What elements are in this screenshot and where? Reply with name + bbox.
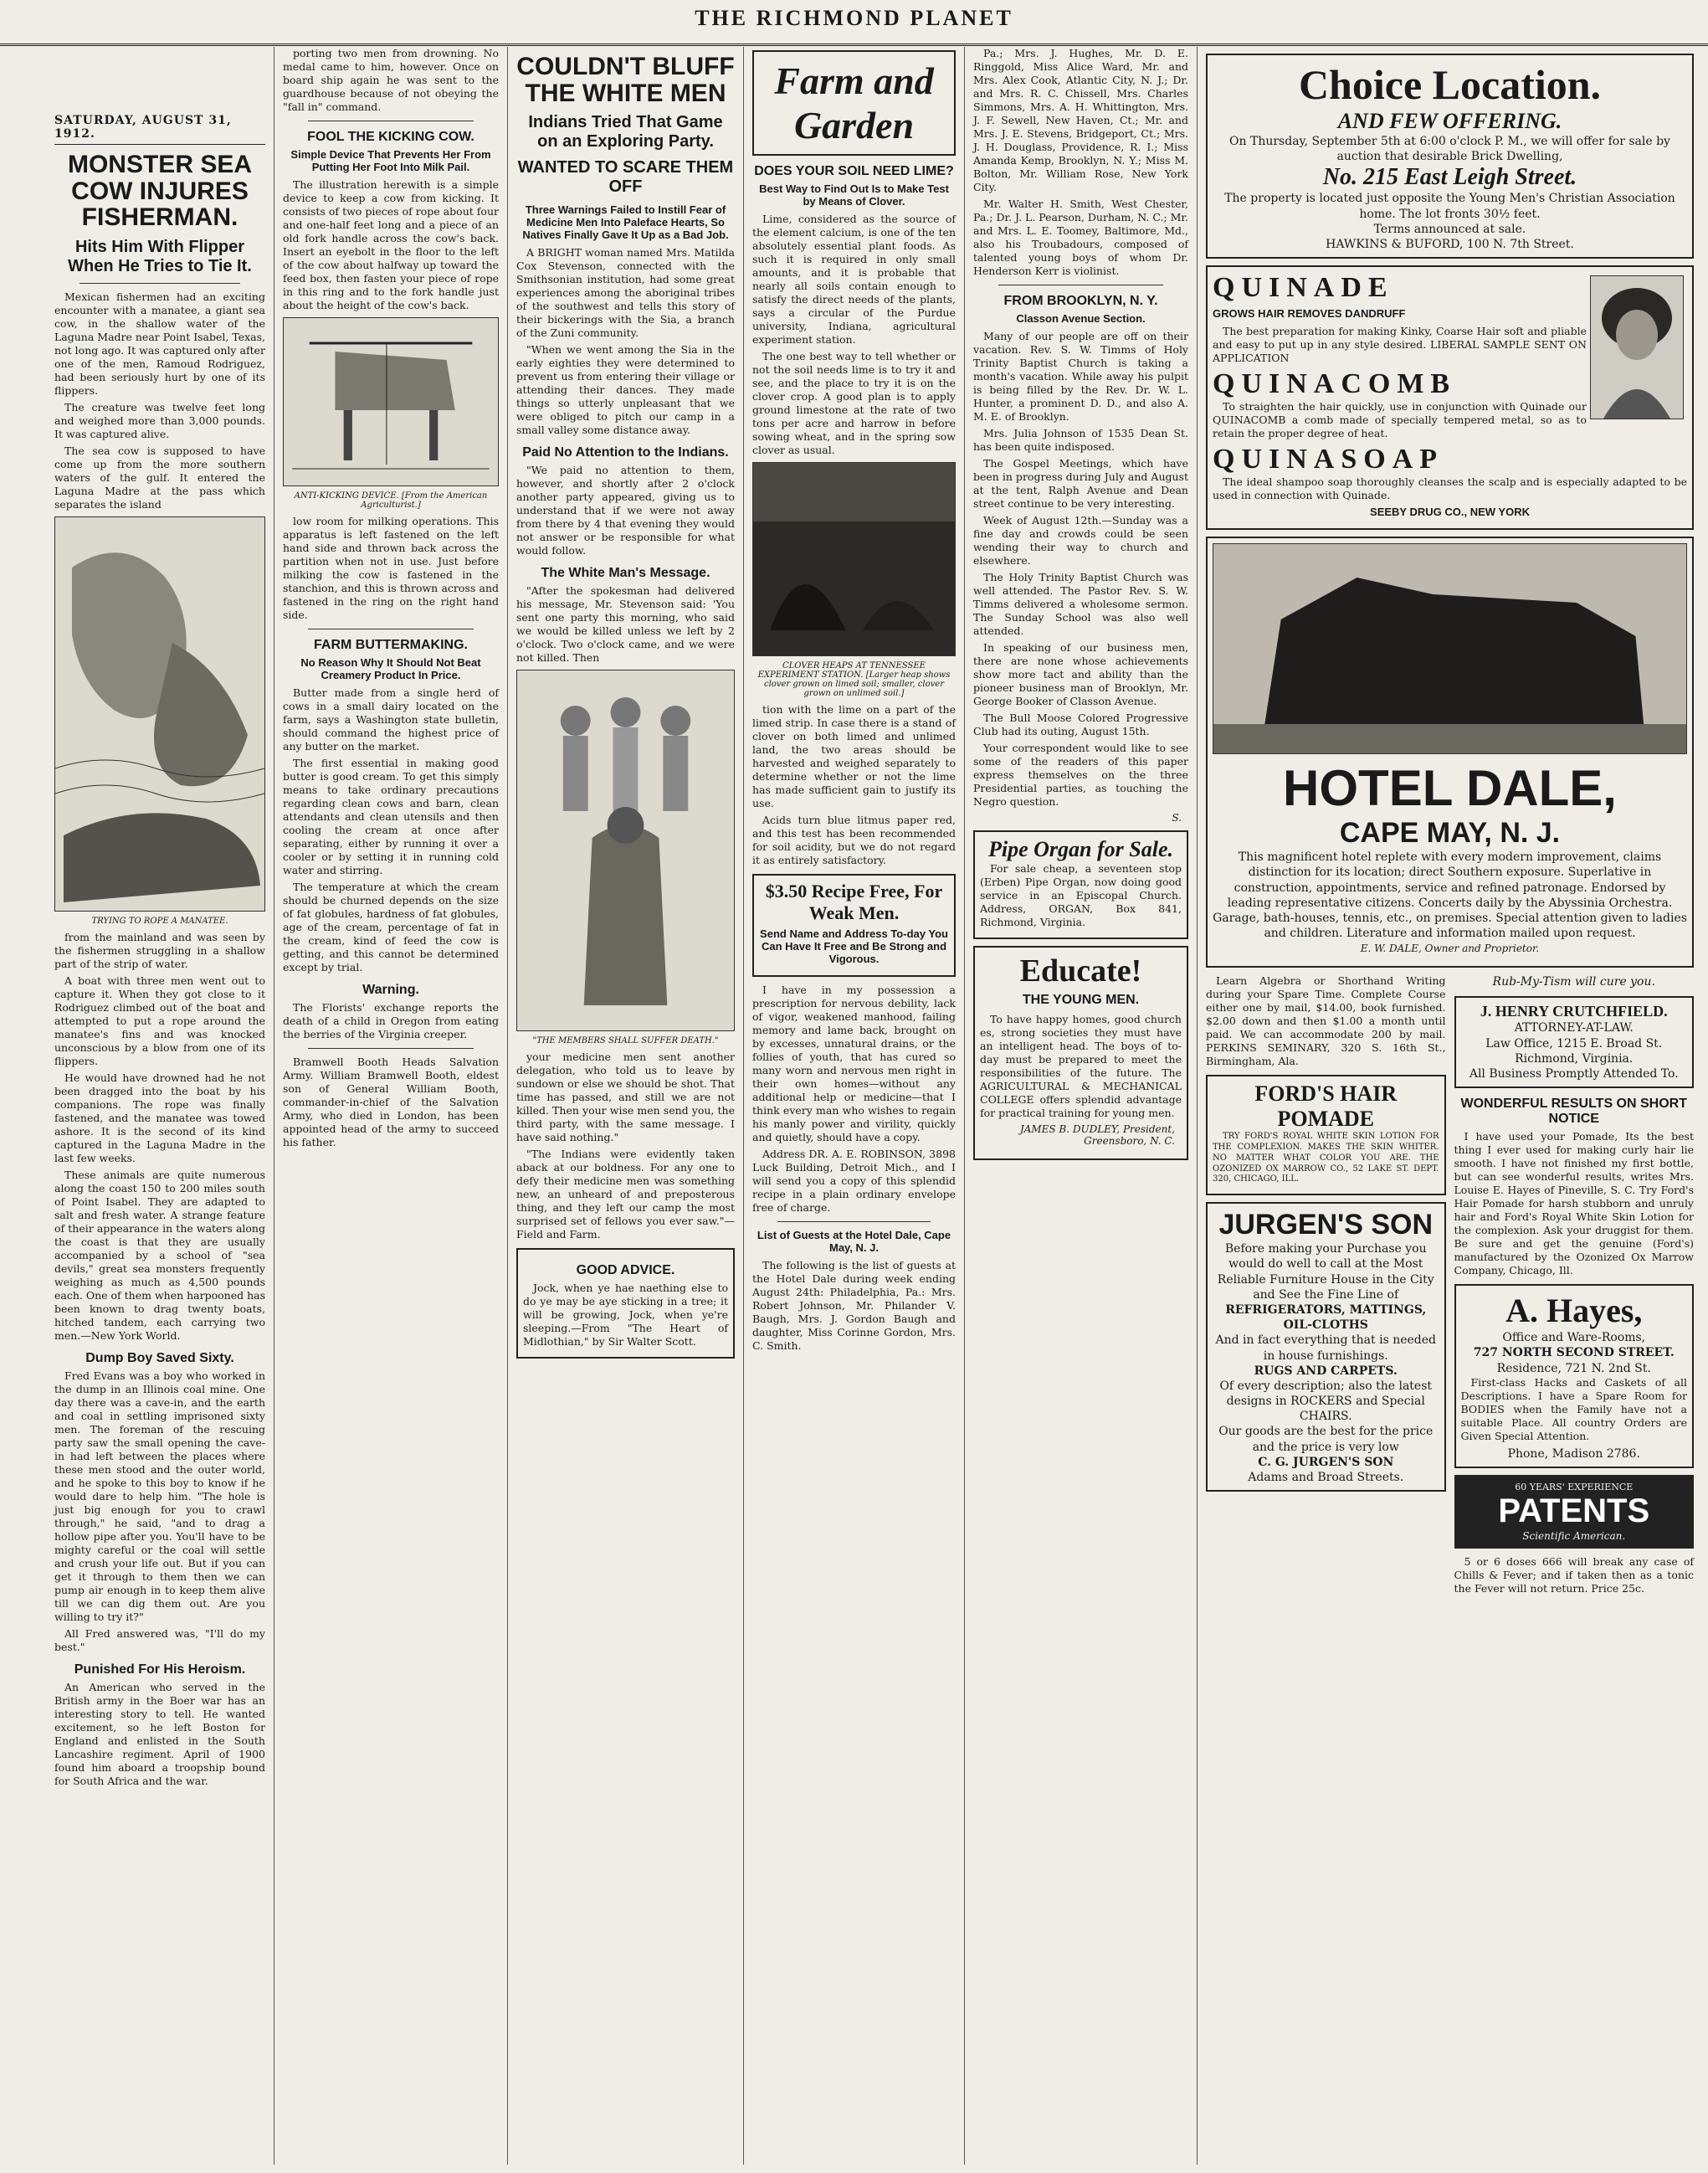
- column-1: [46, 47, 274, 2165]
- algebra-ad: Learn Algebra or Shorthand Writing during your Spare Time. Complete Course either one by mail, $14.00, book furnished. $2.00 down and then $1.00 a month until paid. We can accommodate 200 by mail. PERKINS SEMINARY, 320 S. 16th St., Birmingham, Ala.: [1206, 974, 1446, 1068]
- paragraph: Fred Evans was a boy who worked in the dump in an Illinois coal mine. One day there was a cave-in, and the earth and coal in settling imprisoned sixty men. The foreman of the rescuing party saw the small opening the cave-in had left between the places where these men stood and the outer world, and he spoke to this boy to know if he would dare to help him. "The hole is just big enough for you to crawl through," he said, "and to drag a hollow pipe after you. You'll have to be mighty careful or the coal will settle and crush your life out. But if you can get it through to them then we can pump air enough in to keep them alive till we can dig them out. Are you willing to try it?": [54, 1369, 265, 1623]
- subhead-heroism: Punished For His Heroism.: [74, 1662, 246, 1677]
- paragraph: tion with the lime on a part of the limed strip. In case there is a stand of clover on both limed and unlimed land, the two areas should be harvested and weighed separately to determine whether or not the lime has made sufficient gain to justify its use.: [752, 703, 956, 809]
- jurgens-text: REFRIGERATORS, MATTINGS, OIL-CLOTHS: [1225, 1302, 1427, 1333]
- crutchfield-title: J. HENRY CRUTCHFIELD.: [1480, 1003, 1668, 1020]
- farm-and-garden-banner: Farm and Garden: [752, 50, 956, 156]
- paragraph: The first essential in making good butter is good cream. To get this simply means to take ordinary precautions regarding clean cows and barn, clean attendants and clean utensils and then cooling the cream at once after separating, either by running it over a cooler or by setting it in running cold water and stirring.: [283, 757, 499, 876]
- quinasoap-title: QUINASOAP: [1213, 444, 1444, 475]
- hayes-title: A. Hayes,: [1505, 1292, 1643, 1330]
- good-advice-title: GOOD ADVICE.: [576, 1263, 675, 1277]
- paragraph: I have in my possession a prescription for nervous debility, lack of vigor, weakened manhood, failing memory and lame back, brought on by excesses, unnatural drains, or the follies of youth, that has cured so many worn and nervous men right in their own homes—without any additional help or medicine—that I think every man who wishes to regain his manly power and virility, quickly and quietly, should have a copy.: [752, 984, 956, 1143]
- subhead-dump-boy: Dump Boy Saved Sixty.: [85, 1350, 234, 1365]
- paragraph: Address DR. A. E. ROBINSON, 3898 Luck Building, Detroit Mich., and I will send you a copy of this splendid recipe in a plain ordinary envelope free of charge.: [752, 1148, 956, 1214]
- subhead-warning: Warning.: [362, 983, 419, 997]
- hayes-text: Residence, 721 N. 2nd St.: [1496, 1361, 1651, 1375]
- paragraph: TRY FORD'S ROYAL WHITE SKIN LOTION FOR THE COMPLEXION. MAKES THE SKIN WHITER. NO MATTER WHAT COLOR YOU ARE. THE OZONIZED OX MARROW CO., 52 LAKE ST. DEPT. 320, CHICAGO, ILL.: [1213, 1132, 1439, 1184]
- paragraph: "The Indians were evidently taken aback at our boldness. For any one to defy their medicine men was something new, an unheard of and preposterous thing, and they left our camp the most surprised set of fellows you ever saw."—Field and Farm.: [516, 1148, 735, 1241]
- paragraph: The illustration herewith is a simple device to keep a cow from kicking. It consists of two pieces of rope about four and one-half feet long and a piece of an old fork handle across the cow's back. Insert an eyebolt in the floor to the left of the cow about halfway up toward the feed box, then fasten your piece of rope in this ring and to the fork handle just about the height of the cow's back.: [283, 178, 499, 311]
- jurgens-ad: [1206, 1202, 1446, 1492]
- paragraph: An American who served in the British army in the Boer war has an interesting story to tell. He wanted excitement, so he left Boston for England and enlisted in the South Lancashire regiment. April of 1900 found him aboard a troopship bound for South Africa and the war.: [54, 1680, 265, 1787]
- choice-location-ad: [1206, 54, 1694, 259]
- hayes-text: Office and Ware-Rooms,: [1502, 1331, 1646, 1345]
- column-4: [743, 47, 964, 2165]
- deck-white-men: Indians Tried That Game on an Exploring Party.: [528, 113, 723, 151]
- divider: [777, 1221, 931, 1222]
- divider: [308, 1048, 474, 1049]
- hotel-title: HOTEL DALE,: [1283, 760, 1617, 817]
- illustration-caption: ANTI-KICKING DEVICE. [From the American Agriculturist.]: [294, 491, 488, 510]
- good-advice-box: [516, 1248, 735, 1359]
- ads-row: [1206, 974, 1694, 1599]
- rubmytism-ad: Rub-My-Tism will cure you.: [1492, 975, 1655, 989]
- manatee-drawing-icon: [55, 517, 264, 911]
- clover-heaps-icon: [753, 463, 955, 655]
- hayes-ad: [1454, 1284, 1695, 1468]
- jurgens-text: Before making your Purchase you would do well to call at the Most Reliable Furniture House in the City and See the Fine Line of: [1217, 1242, 1434, 1302]
- jurgens-title: JURGEN'S SON: [1218, 1209, 1434, 1241]
- paragraph: porting two men from drowning. No medal came to him, however. Once on board ship again he was sent to the guardhouse because of not obeying the "fall in" command.: [283, 47, 499, 113]
- hotel-text: This magnificent hotel replete with every modern improvement, claims distinction for its location; direct Southern exposure. Superlative in construction, appointments, service and refined patronage. Endorsed by leading representative citizens. Concerts daily by the Abyssinia Orchestra. Garage, bath-houses, tennis, etc., on premises. Special attention given to ladies and children. Literature and information mailed upon request.: [1213, 850, 1687, 941]
- paragraph: The ideal shampoo soap thoroughly cleanses the scalp and is especially adapted to be used in connection with Quinade.: [1213, 475, 1687, 502]
- column-6-ads: [1197, 47, 1702, 2165]
- quinade-title: QUINADE: [1213, 272, 1394, 304]
- paragraph: The temperature at which the cream should be churned depends on the size of fat globules, hardness of fat globules, age of the cream, percentage of fat in the cream, kind of feed the cow is getting, and this cannot be determined except by trial.: [283, 881, 499, 973]
- patents-title: PATENTS: [1498, 1492, 1650, 1529]
- paragraph: The creature was twelve feet long and weighed more than 3,000 pounds. It was captured alive.: [54, 400, 265, 440]
- seeby-drug: SEEBY DRUG CO., NEW YORK: [1370, 506, 1530, 519]
- paragraph: The Gospel Meetings, which have been in progress during July and August at the tent, Ralph Avenue and Dean street continue to be very interesting.: [973, 457, 1188, 510]
- recipe-ad-deck: Send Name and Address To-day You Can Have It Free and Be Strong and Vigorous.: [760, 927, 948, 965]
- paragraph: Bramwell Booth Heads Salvation Army. William Bramwell Booth, eldest son of General William Booth, commander-in-chief of the Salvation Army, who died in London, has been appointed head of the army to succeed his father.: [283, 1056, 499, 1148]
- paragraph: Jock, when ye hae naething else to do ye may be aye sticking in a tree; it will be growing, Jock, when ye're sleeping.—From "The Heart of Midlothian," by Sir Walter Scott.: [523, 1282, 728, 1348]
- paragraph: The best preparation for making Kinky, Coarse Hair soft and pliable and easy to put up in any style desired. LIBERAL SAMPLE SENT ON APPLICATION: [1213, 325, 1587, 365]
- patents-ad: [1454, 1475, 1695, 1549]
- educate-ad: [973, 946, 1188, 1160]
- cow-illustration: [283, 317, 499, 486]
- patents-sub: Scientific American.: [1522, 1529, 1626, 1542]
- headline-soil-lime: DOES YOUR SOIL NEED LIME?: [754, 164, 954, 178]
- paragraph: your medicine men sent another delegation, who told us to leave by sundown or else we should be shot. That time has passed, and still we are not killed. Then your wise men send you, the third party, with the same message. I have said nothing.": [516, 1051, 735, 1143]
- illustration-caption: "THE MEMBERS SHALL SUFFER DEATH.": [532, 1036, 719, 1045]
- subhead-paid-no-attention: Paid No Attention to the Indians.: [522, 445, 729, 460]
- wonderful-results-title: WONDERFUL RESULTS ON SHORT NOTICE: [1460, 1097, 1687, 1127]
- quinacomb-title: QUINACOMB: [1213, 368, 1457, 400]
- paragraph: Your correspondent would like to see some of the readers of this paper express themselves on the three Presidential parties, as touching the Negro question.: [973, 742, 1188, 808]
- hayes-text: Phone, Madison 2786.: [1507, 1446, 1640, 1461]
- illustration-caption: TRYING TO ROPE A MANATEE.: [91, 916, 228, 926]
- paragraph: "We paid no attention to them, however, and shortly after 2 o'clock another party appeared, giving us to understand that if we were not away from there by 4 that evening they would not answer or be responsible for what would follow.: [516, 464, 735, 557]
- paragraph: from the mainland and was seen by the fishermen struggling in a shallow part of the strip of water.: [54, 930, 265, 970]
- deck-warnings: Three Warnings Failed to Instill Fear of Medicine Men Into Paleface Hearts, So Natives Finally Gave It Up as a Bad Job.: [522, 203, 729, 241]
- jurgens-text: C. G. JURGEN'S SON: [1258, 1455, 1394, 1469]
- manatee-illustration: [54, 516, 265, 912]
- hotel-sub: CAPE MAY, N. J.: [1339, 817, 1561, 850]
- paragraph: The Florists' exchange reports the death of a child in Oregon from eating the berries of the Virginia creeper.: [283, 1001, 499, 1040]
- clover-photo: [752, 462, 956, 656]
- cow-drawing-icon: [284, 318, 498, 485]
- deck-classon: Classon Avenue Section.: [1016, 312, 1146, 325]
- paragraph: To have happy homes, good church es, strong societies they must have an intelligent head. The boys of to-day must be prepared to meet the responsibilities of the future. The AGRICULTURAL & MECHANICAL COLLEGE offers splendid advantage for practical training for young men.: [980, 1013, 1182, 1119]
- woman-portrait: [1590, 275, 1684, 419]
- choice-text: The property is located just opposite the Young Men's Christian Association home. The lot fronts 30½ feet.: [1224, 192, 1675, 221]
- paragraph: Pa.; Mrs. J. Hughes, Mr. D. E. Ringgold, Miss Alice Ward, Mr. and Mrs. Alex Cook, Atlantic City, N. J.; Dr. and Mrs. R. C. Chissell, Mrs. Charles Simmons, Mrs. A. H. Whittington, Mrs. J. F. Sewell, New Haven, Ct.; Mr. and Mrs. J. E. Stevens, Bridgeport, Ct.; Mrs. J. H. Douglass, Providence, R. I.; Miss Amanda Kemp, Brooklyn, N. Y.; Miss M. Bolton, Mr. William Rose, New York City.: [973, 47, 1188, 193]
- jurgens-text: Our goods are the best for the price and the price is very low: [1218, 1425, 1434, 1454]
- deck-soil-lime: Best Way to Find Out Is to Make Test by Means of Clover.: [759, 182, 949, 208]
- choice-address: No. 215 East Leigh Street.: [1322, 164, 1577, 191]
- paragraph: First-class Hacks and Caskets of all Descriptions. I have a Spare Room for BODIES when the Family have not a suitable Place. All country Orders are Given Special Attention.: [1460, 1375, 1687, 1442]
- educate-signature: JAMES B. DUDLEY, President, Greensboro, N. C.: [1019, 1123, 1175, 1147]
- paragraph: These animals are quite numerous along the coast 150 to 200 miles south of Point Isabel. They are adapted to salt and fresh water. A strange feature of their appearance in the waters along the coast is that they are usually accompanied by a school of "sea devils," great sea monsters frequently weighing as much as 4,500 pounds each. One of them when harpooned has been known to drag twenty boats, hitched tandem, each carrying two men.—New York World.: [54, 1168, 265, 1342]
- recipe-ad: [752, 874, 956, 977]
- paragraph: I have used your Pomade, Its the best thing I ever used for making curly hair lie smooth. I have not finished my first bottle, but can see wonderful results, writes Mrs. Louise E. Hayes of Pineville, S. C. Try Ford's Hair Pomade for harsh stubborn and unruly hair and Ford's Royal White Skin Lotion for the complexion. Ask your druggist for them. Be sure and get the genuine (Ford's) manufactured by the Ozonized Ox Marrow Company, Chicago, Ill.: [1454, 1130, 1694, 1277]
- jurgens-text: And in fact everything that is needed in house furnishings.: [1215, 1333, 1437, 1363]
- deck-sea-cow: Hits Him With Flipper When He Tries to Tie It.: [68, 237, 252, 275]
- crutchfield-text: All Business Promptly Attended To.: [1469, 1067, 1679, 1081]
- masthead: THE RICHMOND PLANET: [0, 0, 1708, 46]
- paragraph: Lime, considered as the source of the element calcium, is one of the ten absolutely essential plant foods. As such it is required in only small amounts, and it is probable that nearly all soils contain enough to satisfy the direct needs of the plants, says a circular of the Purdue university, Indiana, agricultural experiment station.: [752, 213, 956, 346]
- paragraph: The Bull Moose Colored Progressive Club had its outing, August 15th.: [973, 711, 1188, 737]
- hotel-guests-head: List of Guests at the Hotel Dale, Cape May, N. J.: [757, 1229, 951, 1254]
- hotel-dale-ad: [1206, 537, 1694, 968]
- column-3: [507, 47, 743, 2165]
- paragraph: In speaking of our business men, there are none whose achievements show more tact and ability than the pioneer business man of Brooklyn, Mr. George Booker of Classon Avenue.: [973, 641, 1188, 707]
- fords-title: FORD'S HAIR POMADE: [1254, 1081, 1398, 1132]
- paragraph: "When we went among the Sia in the early eighties they were determined to prevent us from entering their village or attending their dances. They made things so utterly unpleasant that we were obliged to pitch our camp in a small valley some distance away.: [516, 343, 735, 436]
- headline-white-men: COULDN'T BLUFF THE WHITE MEN: [516, 53, 735, 107]
- headline-kicking-cow: FOOL THE KICKING COW.: [307, 130, 474, 144]
- jurgens-text: Adams and Broad Streets.: [1248, 1471, 1404, 1485]
- paragraph: Mrs. Julia Johnson of 1535 Dean St. has been quite indisposed.: [973, 427, 1188, 453]
- dateline: SATURDAY, AUGUST 31, 1912.: [54, 109, 265, 145]
- paragraph: Week of August 12th.—Sunday was a fine day and crowds could be seen wending their way to church and elsewhere.: [973, 514, 1188, 567]
- ads-left: [1206, 974, 1446, 1599]
- paragraph: The following is the list of guests at the Hotel Dale during week ending August 24th: Philadelphia, Pa.: Mrs. Robert Johnson, Mr. Philander V. Baugh, Mrs. J. Gordon Baugh and daughter, Miss Corinne Gordon, Mrs. C. Smith.: [752, 1259, 956, 1352]
- column-5: [964, 47, 1197, 2165]
- paragraph: Mexican fishermen had an exciting encounter with a manatee, a giant sea cow, in the shallow water of the Laguna Madre near Point Isabel, Texas, not long ago. It was captured only after one of the men, Ramoud Rodriguez, had been seriously hurt by one of its flippers.: [54, 290, 266, 397]
- choice-title: Choice Location.: [1298, 61, 1602, 108]
- paragraph: All Fred answered was, "I'll do my best.": [54, 1626, 265, 1653]
- divider: [80, 283, 240, 284]
- subheadline-scare: WANTED TO SCARE THEM OFF: [517, 158, 734, 196]
- hotel-signature: E. W. DALE, Owner and Proprietor.: [1360, 943, 1540, 955]
- paragraph: Butter made from a single herd of cows in a small dairy located on the farm, says a Washington state bulletin, should command the highest price of any butter on the market.: [283, 686, 499, 753]
- recipe-ad-title: $3.50 Recipe Free, For Weak Men.: [765, 881, 943, 923]
- hotel-photo: [1213, 543, 1687, 754]
- portrait-icon: [1591, 276, 1683, 419]
- choice-text: HAWKINS & BUFORD, 100 N. 7th Street.: [1326, 237, 1574, 251]
- paragraph: Many of our people are off on their vacation. Rev. S. W. Timms of Holy Trinity Baptist Church is taking a month's vacation. While away his pulpit is being filled by the Rev. Dr. W. L. Hunter, a prominent D. D., and also A. M. E. of Brooklyn.: [973, 330, 1188, 423]
- indians-drawing-icon: [517, 670, 734, 1030]
- paragraph: He would have drowned had he not been dragged into the boat by his companions. The rope was finally fastened, and the manatee was towed ashore. It is the second of its kind captured in the Laguna Madre in the last few weeks.: [54, 1071, 265, 1164]
- crutchfield-text: Law Office, 1215 E. Broad St. Richmond, Virginia.: [1485, 1036, 1663, 1066]
- signature: S.: [1172, 812, 1182, 824]
- crutchfield-ad: [1454, 996, 1695, 1088]
- fords-pomade-ad: [1206, 1075, 1446, 1195]
- crutchfield-text: ATTORNEY-AT-LAW.: [1514, 1021, 1634, 1035]
- subhead-white-mans-message: The White Man's Message.: [541, 566, 710, 580]
- jurgens-text: Of every description; also the latest designs in ROCKERS and Special CHAIRS.: [1219, 1379, 1433, 1424]
- ads-right: [1454, 974, 1695, 1599]
- column-2: [274, 47, 507, 2165]
- pipe-organ-title: Pipe Organ for Sale.: [988, 837, 1173, 861]
- illustration-caption: CLOVER HEAPS AT TENNESSEE EXPERIMENT STATION. [Larger heap shows clover grown on limed soil; smaller, clover grown on unlimed soil.]: [757, 661, 951, 698]
- deck-kicking-cow: Simple Device That Prevents Her From Putting Her Foot Into Milk Pail.: [290, 148, 491, 173]
- indians-illustration: [516, 670, 735, 1031]
- patents-top: 60 YEARS' EXPERIENCE: [1515, 1481, 1634, 1492]
- paragraph: A boat with three men went out to capture it. When they got close to it Rodriguez climbed out of the boat and attempted to put a rope around the manatee's fins and was knocked unconscious by a blow from one of its flippers.: [54, 973, 265, 1067]
- headline-sea-cow: MONSTER SEA COW INJURES FISHERMAN.: [67, 151, 253, 231]
- chills-ad: 5 or 6 doses 666 will break any case of Chills & Fever; and if taken then as a tonic the Fever will not return. Price 25c.: [1454, 1554, 1694, 1595]
- choice-text: On Thursday, September 5th at 6:00 o'clock P. M., we will offer for sale by auction that desirable Brick Dwelling,: [1229, 135, 1670, 164]
- paragraph: Acids turn blue litmus paper red, and this test has been recommended for soil acidity, but we do not regard it as entirely satisfactory.: [752, 814, 956, 866]
- educate-title: Educate!: [1019, 953, 1142, 989]
- paragraph: A BRIGHT woman named Mrs. Matilda Cox Stevenson, connected with the Smithsonian institution, had some great experiences among the aboriginal tribes of the southwest and tells this story of their bickerings with the Sia, a branch of the Zuni community.: [516, 246, 735, 339]
- paragraph: The Holy Trinity Baptist Church was well attended. The Pastor Rev. S. W. Timms delivered a wholesome sermon. The Sunday School was also well attended.: [973, 571, 1188, 637]
- deck-buttermaking: No Reason Why It Should Not Beat Creamery Product In Price.: [300, 656, 481, 681]
- paragraph: "After the spokesman had delivered his message, Mr. Stevenson said: 'You sent one party this morning, who said we would be killed unless we left by 2 o'clock. Two o'clock came, and we were not killed. Then: [516, 584, 735, 664]
- educate-sub: THE YOUNG MEN.: [1022, 993, 1140, 1007]
- paragraph: Mr. Walter H. Smith, West Chester, Pa.; Dr. J. L. Pearson, Durham, N. C.; Mr. and Mrs. L. E. Toomey, Baltimore, Md., also his Troubadours, composed of talented young boys of whom Dr. Henderson Kerr is violinist.: [973, 198, 1188, 277]
- hayes-text: 727 NORTH SECOND STREET.: [1473, 1346, 1675, 1360]
- choice-text: Terms announced at sale.: [1373, 222, 1526, 236]
- hotel-building-icon: [1213, 544, 1686, 753]
- paragraph: To straighten the hair quickly, use in conjunction with Quinade our QUINACOMB a comb made of specially tempered metal, so as to retain the proper degree of heat.: [1213, 400, 1587, 440]
- paragraph: low room for milking operations. This apparatus is left fastened on the left hand side and thrown back across the partition when not in use. Just before milking the cow is fastened in the stanchion, and this is thrown across and fastened in the ring on the right hand side.: [283, 515, 499, 621]
- jurgens-text: RUGS AND CARPETS.: [1254, 1364, 1398, 1378]
- paragraph: For sale cheap, a seventeen stop (Erben) Pipe Organ, now doing good service in an Episcopal Church. Address, ORGAN, Box 841, Richmond, Virginia.: [980, 862, 1182, 928]
- headline-buttermaking: FARM BUTTERMAKING.: [314, 638, 468, 652]
- quinade-sub: GROWS HAIR REMOVES DANDRUFF: [1213, 307, 1406, 321]
- quinade-ad: [1206, 265, 1694, 530]
- paragraph: The sea cow is supposed to have come up from the more southern waters of the gulf. It entered the Laguna Madre at the pass which separates the island: [54, 444, 265, 511]
- headline-brooklyn: FROM BROOKLYN, N. Y.: [1003, 294, 1158, 308]
- pipe-organ-ad: [973, 830, 1188, 939]
- paragraph: The one best way to tell whether or not the soil needs lime is to try it and see, and the place to try it is on the clover crop. A good plan is to apply ground limestone at the rate of two tons per acre and harrow in before sowing wheat, and in the spring sow clover as usual.: [752, 350, 956, 456]
- choice-sub: AND FEW OFFERING.: [1337, 109, 1562, 133]
